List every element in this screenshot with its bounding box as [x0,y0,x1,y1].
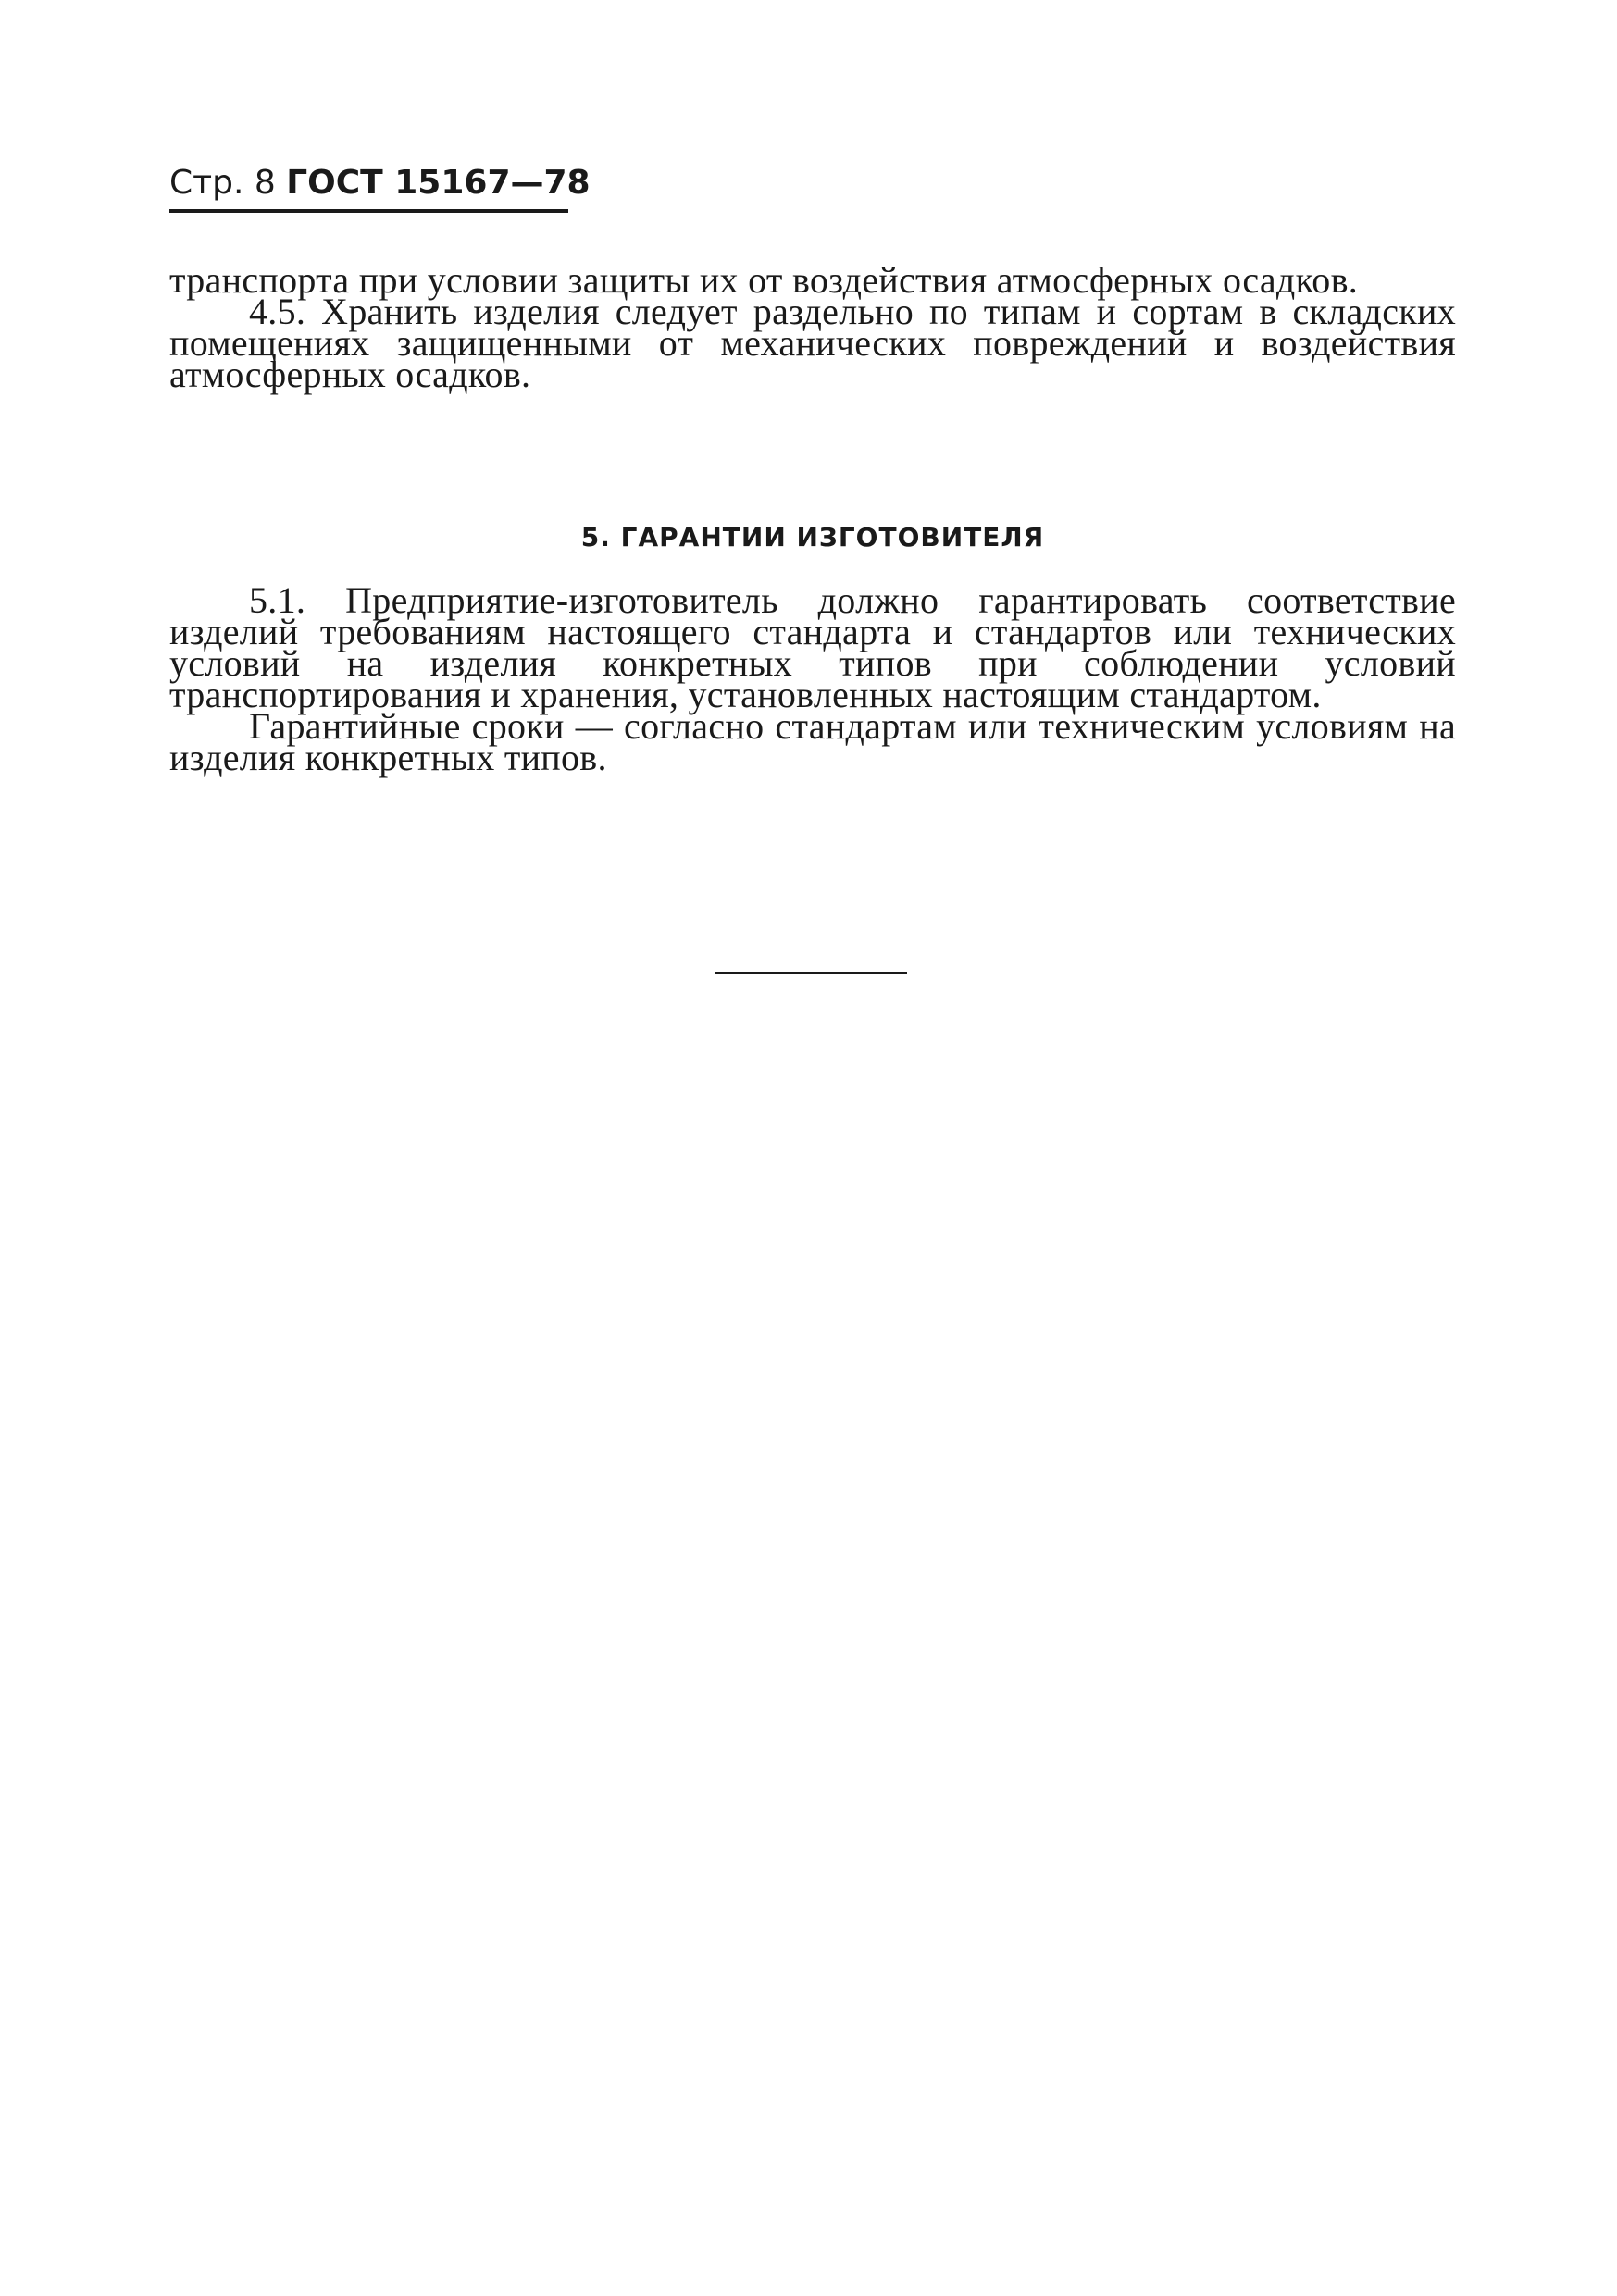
end-rule [715,972,907,974]
paragraph-4-5: 4.5. Хранить изделия следует раздельно по типам и сортам в складских помещениях защищенными от механических повреждений и воздействия атмосферных осадков. [169,291,1456,395]
body-text-top [169,259,1456,395]
paragraph-continuation: транспорта при условии защиты их от воздействия атмосферных осадков. [169,259,1359,301]
standard-code: ГОСТ 15167—78 [286,164,591,202]
section-title: 5. ГАРАНТИИ ИЗГОТОВИТЕЛЯ [580,522,1045,552]
paragraph-warranty-terms: Гарантийные сроки — согласно стандартам или техническим условиям на изделия конкретных типов. [169,705,1456,778]
section-body [169,579,1456,778]
page-header [169,163,591,204]
paragraph-5-1: 5.1. Предприятие-изготовитель должно гарантировать соответствие изделий требованиям настоящего стандарта и стандартов или технических условий на изделия конкретных типов при соблюдении условий транспортирования и хранения, установленных настоящим стандартом. [169,579,1456,715]
header-rule [169,209,568,213]
page-number: Стр. 8 [169,164,276,202]
